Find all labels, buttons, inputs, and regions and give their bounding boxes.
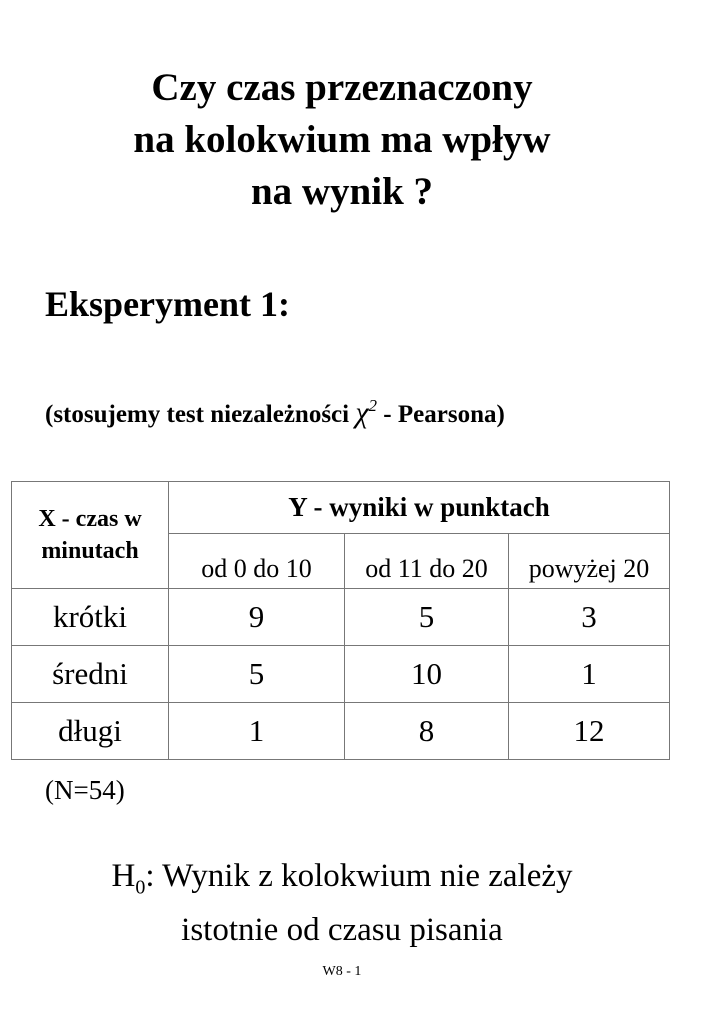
chi-superscript: 2 <box>368 396 378 415</box>
table-row <box>12 703 670 760</box>
table-cell: 5 <box>169 646 345 703</box>
table-cell: 8 <box>345 703 509 760</box>
sample-size: (N=54) <box>45 775 125 805</box>
column-header: od 11 do 20 <box>345 534 509 589</box>
table-cell: 9 <box>169 589 345 646</box>
x-header: X - czas w minutach <box>12 482 169 589</box>
title-line-2: na kolokwium ma wpływ <box>133 118 551 161</box>
hypothesis-line-2: istotnie od czasu pisania <box>181 911 503 948</box>
table-cell: 3 <box>509 589 670 646</box>
table-cell: 1 <box>169 703 345 760</box>
row-label: długi <box>12 703 169 760</box>
page-footer: W8 - 1 <box>322 964 362 979</box>
column-header: od 0 do 10 <box>169 534 345 589</box>
row-label: krótki <box>12 589 169 646</box>
title-line-1: Czy czas przeznaczony <box>151 66 533 109</box>
hypothesis-subscript: 0 <box>135 876 146 899</box>
method-note-after: - Pearsona) <box>377 401 505 428</box>
method-note-before: (stosujemy test niezależności <box>45 401 356 428</box>
experiment-heading: Eksperyment 1: <box>45 284 290 324</box>
table-row <box>12 646 670 703</box>
table-cell: 10 <box>345 646 509 703</box>
hypothesis <box>0 855 684 951</box>
hypothesis-line-1: $H_0$: Wynik z kolokwium nie zależy <box>111 858 573 899</box>
y-header: Y - wyniki w punktach <box>169 482 670 534</box>
table-cell: 5 <box>345 589 509 646</box>
page-title <box>0 62 684 218</box>
table-row <box>12 589 670 646</box>
method-note <box>45 396 505 430</box>
table-cell: 12 <box>509 703 670 760</box>
table-cell: 1 <box>509 646 670 703</box>
contingency-table <box>11 481 670 760</box>
chi-symbol: $\chi^2$ <box>355 396 378 429</box>
row-label: średni <box>12 646 169 703</box>
column-header: powyżej 20 <box>509 534 670 589</box>
title-line-3: na wynik ? <box>250 170 434 213</box>
